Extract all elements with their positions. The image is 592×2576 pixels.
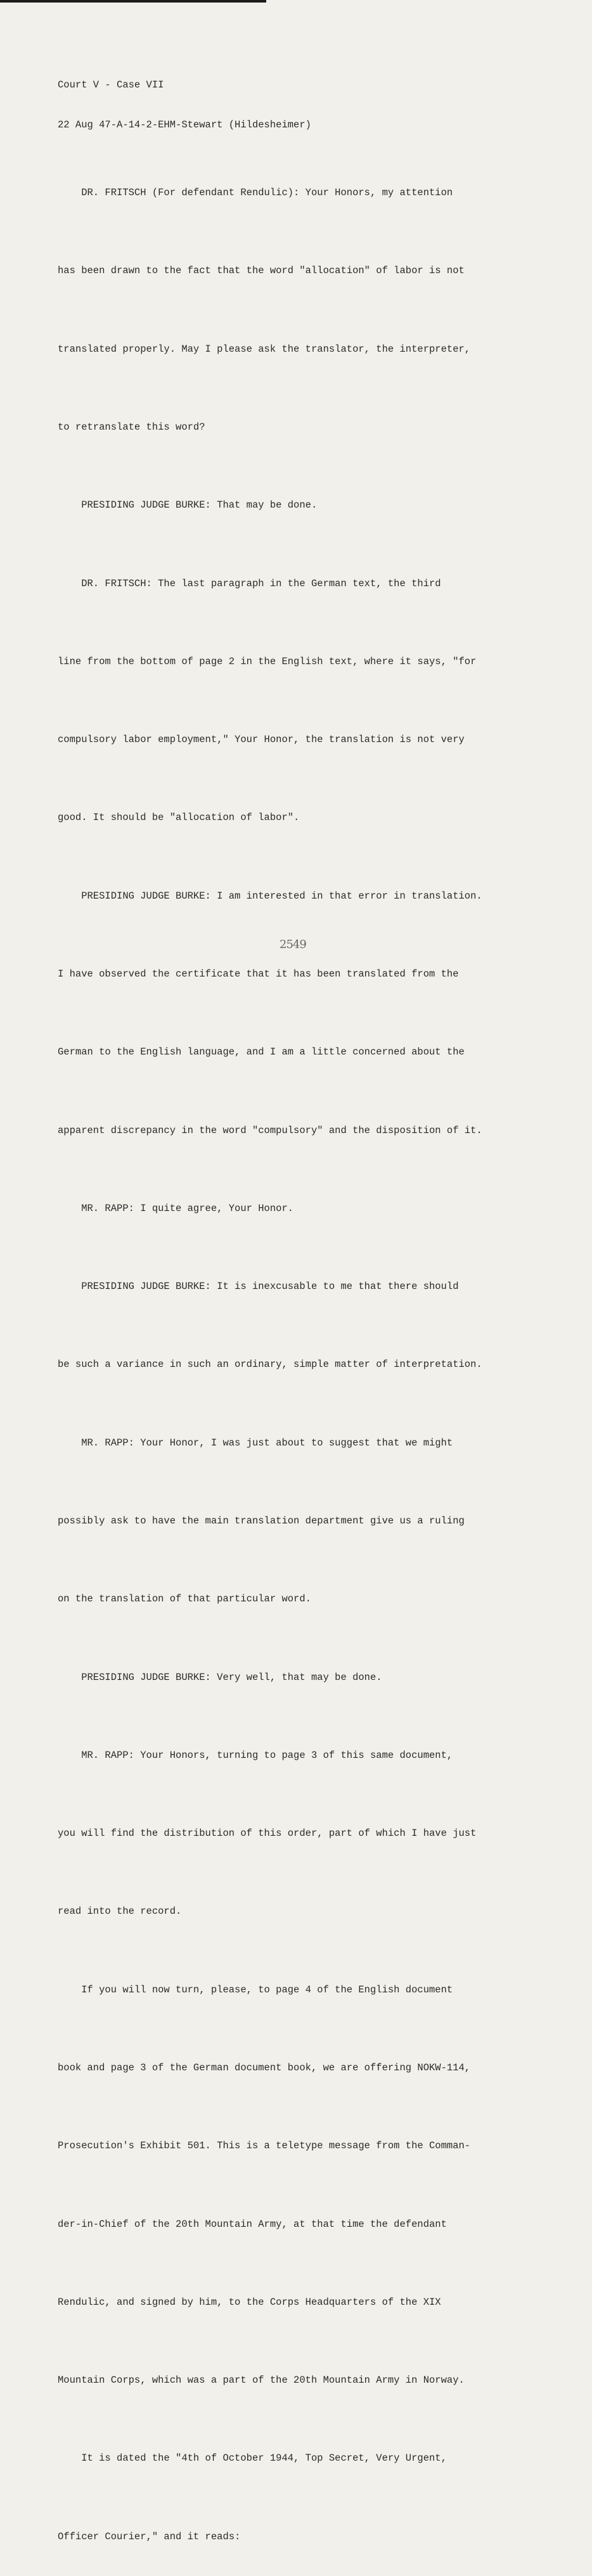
transcript-line: has been drawn to the fact that the word "allocation" of labor is not <box>58 265 465 277</box>
transcript-line: DR. FRITSCH (For defendant Rendulic): Your Honors, my attention <box>58 187 453 199</box>
transcript-line: Mountain Corps, which was a part of the 20th Mountain Army in Norway. <box>58 2374 465 2387</box>
transcript-line: PRESIDING JUDGE BURKE: I am interested in that error in translation. <box>58 890 482 902</box>
scan-edge-mark <box>0 0 266 3</box>
transcript-line: to retranslate this word? <box>58 421 205 433</box>
transcript-line: compulsory labor employment," Your Honor, the translation is not very <box>58 734 465 746</box>
transcript-line: possibly ask to have the main translation department give us a ruling <box>58 1515 465 1527</box>
transcript-body <box>58 128 539 2576</box>
transcript-line: DR. FRITSCH: The last paragraph in the German text, the third <box>58 577 441 589</box>
transcript-line: be such a variance in such an ordinary, simple matter of interpretation. <box>58 1359 482 1371</box>
transcript-line: you will find the distribution of this order, part of which I have just <box>58 1828 477 1840</box>
transcript-line: Rendulic, and signed by him, to the Corps Headquarters of the XIX <box>58 2296 441 2308</box>
transcript-line: I have observed the certificate that it has been translated from the <box>58 968 459 980</box>
transcript-line: MR. RAPP: Your Honors, turning to page 3 of this same document, <box>58 1749 453 1761</box>
transcript-line: book and page 3 of the German document book, we are offering NOKW-114, <box>58 2061 471 2073</box>
transcript-line: Officer Courier," and it reads: <box>58 2530 241 2542</box>
transcript-line: good. It should be "allocation of labor". <box>58 812 300 824</box>
header-reference-line: 22 Aug 47-A-14-2-EHM-Stewart (Hildesheimer) <box>58 119 311 131</box>
page-number: 2549 <box>280 938 306 951</box>
transcript-line: line from the bottom of page 2 in the English text, where it says, "for <box>58 655 477 667</box>
transcript-line: If you will now turn, please, to page 4 of the English document <box>58 1983 453 1996</box>
transcript-line: MR. RAPP: Your Honor, I was just about to suggest that we might <box>58 1437 453 1449</box>
transcript-line: apparent discrepancy in the word "compulsory" and the disposition of it. <box>58 1124 482 1136</box>
transcript-line: der-in-Chief of the 20th Mountain Army, at that time the defendant <box>58 2218 447 2230</box>
header-case-line: Court V - Case VII <box>58 79 164 91</box>
transcript-line: PRESIDING JUDGE BURKE: It is inexcusable to me that there should <box>58 1281 459 1293</box>
transcript-line: PRESIDING JUDGE BURKE: That may be done. <box>58 499 318 511</box>
transcript-line: MR. RAPP: I quite agree, Your Honor. <box>58 1202 294 1214</box>
transcript-line: read into the record. <box>58 1906 182 1918</box>
transcript-line: German to the English language, and I am a little concerned about the <box>58 1046 465 1058</box>
transcript-line: PRESIDING JUDGE BURKE: Very well, that may be done. <box>58 1671 382 1683</box>
transcript-line: Prosecution's Exhibit 501. This is a teletype message from the Comman- <box>58 2140 471 2152</box>
transcript-line: on the translation of that particular word. <box>58 1593 311 1605</box>
transcript-line: translated properly. May I please ask the translator, the interpreter, <box>58 343 471 355</box>
transcript-line: It is dated the "4th of October 1944, Top Secret, Very Urgent, <box>58 2452 447 2464</box>
